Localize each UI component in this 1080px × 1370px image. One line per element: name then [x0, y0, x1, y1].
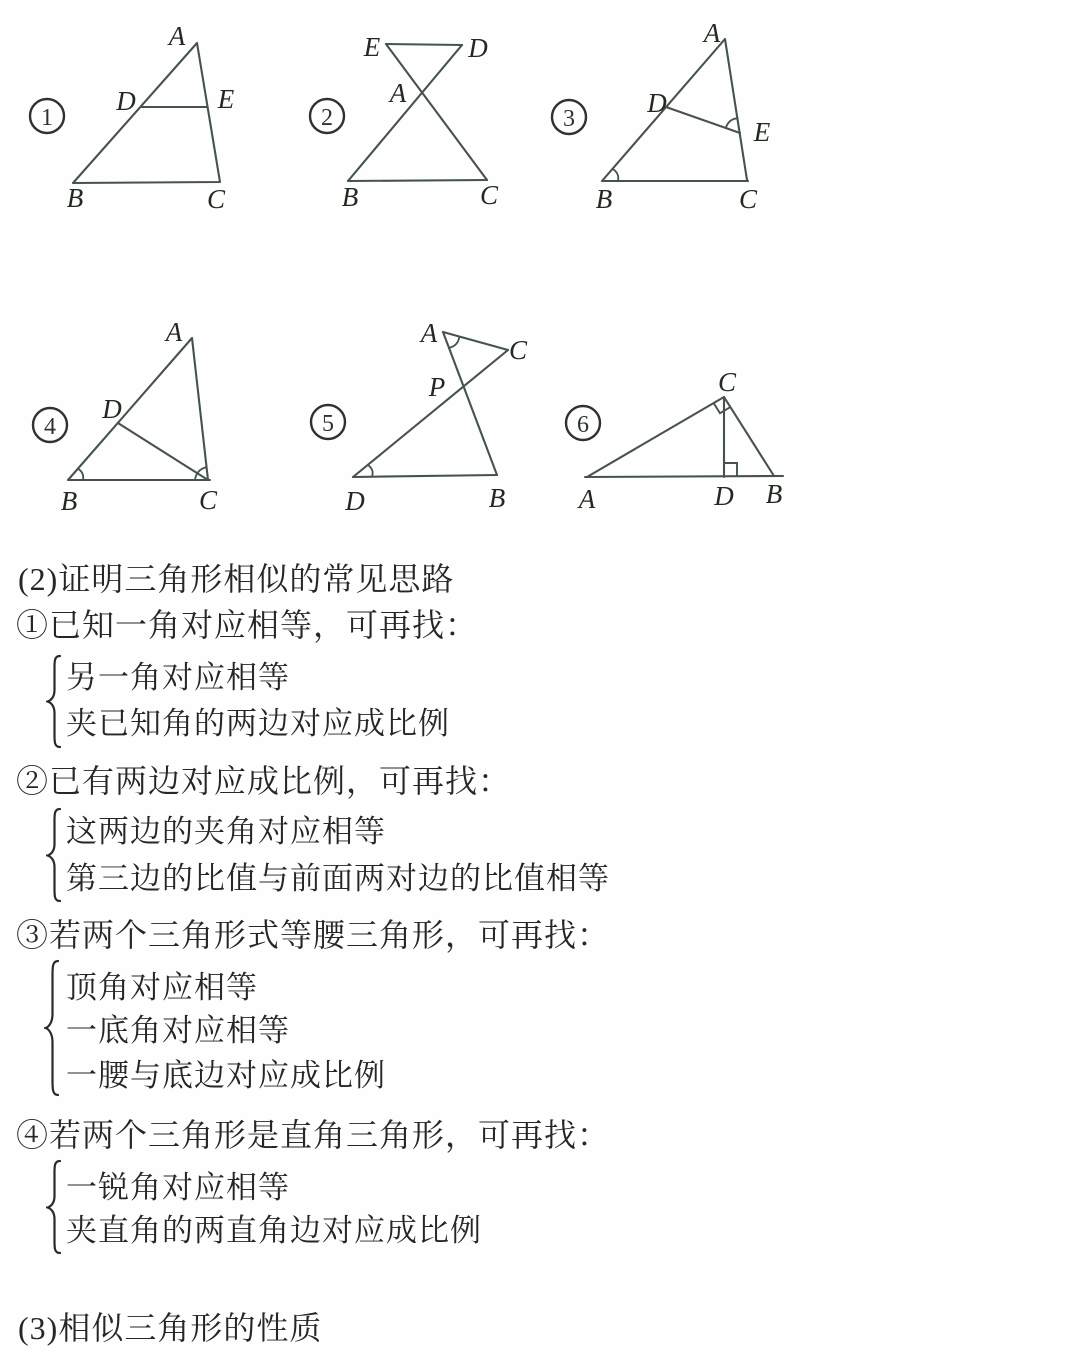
line-a-to-b	[443, 332, 497, 475]
figure-number: 4	[44, 414, 56, 440]
figure-3	[552, 18, 771, 214]
item-1-branch-1: 另一角对应相等	[66, 660, 290, 695]
figure-number: 1	[41, 105, 53, 131]
section-3-heading: (3)相似三角形的性质	[18, 1310, 323, 1346]
line-d-to-b	[348, 45, 462, 181]
item-1-branch-2: 夹已知角的两边对应成比例	[66, 706, 450, 741]
base-ab	[585, 476, 783, 477]
item-2-label: ②已有两边对应成比例，可再找：	[16, 763, 512, 799]
vertex-label-c: C	[198, 485, 218, 515]
figure-6	[566, 367, 783, 514]
edge-cb	[724, 397, 774, 476]
segment-de	[666, 107, 740, 133]
vertex-label-e: E	[753, 117, 771, 147]
vertex-label-b: B	[595, 184, 613, 214]
vertex-label-b: B	[66, 183, 84, 213]
section-2-heading: (2)证明三角形相似的常见思路	[18, 561, 455, 597]
brace-item-2	[46, 806, 64, 906]
vertex-label-a: A	[168, 21, 186, 51]
vertex-label-p: P	[428, 372, 446, 402]
line-d-to-c	[353, 350, 508, 477]
angle-arc-b	[78, 469, 83, 480]
vertex-label-a: A	[165, 317, 183, 347]
figure-number: 6	[577, 412, 589, 438]
vertex-label-c: C	[206, 184, 226, 214]
vertex-label-b: B	[488, 483, 506, 513]
right-angle-mark-d	[724, 463, 737, 477]
figure-5	[311, 318, 528, 516]
angle-arc-e	[726, 118, 738, 128]
angle-arc-d	[368, 465, 373, 477]
figure-1	[30, 21, 235, 214]
vertex-label-e: E	[363, 32, 381, 62]
vertex-label-d: D	[468, 33, 488, 63]
segment-dc	[118, 423, 208, 480]
brace-item-4	[46, 1158, 64, 1258]
vertex-label-a: A	[578, 484, 596, 514]
vertex-label-d: D	[102, 394, 122, 424]
base-bc	[348, 180, 487, 181]
triangle-abc-outline	[73, 43, 220, 183]
angle-arc-a	[449, 337, 459, 348]
vertex-label-c: C	[738, 184, 758, 214]
item-2-branch-2: 第三边的比值与前面两对边的比值相等	[66, 861, 610, 896]
line-e-to-c	[386, 44, 487, 180]
vertex-label-b: B	[341, 182, 359, 212]
top-edge-ed	[386, 44, 462, 45]
item-2-branch-1: 这两边的夹角对应相等	[66, 814, 386, 849]
vertex-label-a: A	[420, 318, 438, 348]
vertex-label-a: A	[703, 18, 721, 48]
figure-number: 2	[321, 105, 333, 131]
vertex-label-c: C	[508, 335, 528, 365]
figure-2	[310, 32, 499, 212]
vertex-label-e: E	[217, 84, 235, 114]
item-1-label: ①已知一角对应相等，可再找：	[16, 607, 479, 643]
vertex-label-d: D	[116, 86, 136, 116]
base-db	[353, 475, 497, 477]
figure-number: 3	[563, 106, 575, 132]
vertex-label-c: C	[717, 367, 737, 397]
item-3-label: ③若两个三角形式等腰三角形，可再找：	[16, 917, 611, 953]
figure-4	[33, 317, 218, 516]
triangle-abc-outline	[68, 338, 210, 480]
item-4-label: ④若两个三角形是直角三角形，可再找：	[16, 1117, 611, 1153]
vertex-label-b: B	[765, 479, 783, 509]
figures-panel	[0, 0, 1080, 520]
vertex-label-c: C	[479, 180, 499, 210]
vertex-label-d: D	[647, 88, 667, 118]
vertex-label-d: D	[714, 481, 734, 511]
figure-number: 5	[322, 411, 334, 437]
vertex-label-d: D	[345, 486, 365, 516]
edge-ac	[587, 397, 724, 477]
item-3-branch-2: 一底角对应相等	[66, 1013, 290, 1048]
angle-arc-b	[613, 169, 619, 181]
brace-item-1	[46, 653, 64, 752]
item-4-branch-2: 夹直角的两直角边对应成比例	[66, 1213, 482, 1248]
vertex-label-a: A	[389, 78, 407, 108]
vertex-label-b: B	[60, 486, 78, 516]
item-4-branch-1: 一锐角对应相等	[66, 1170, 290, 1205]
item-3-branch-3: 一腰与底边对应成比例	[66, 1058, 386, 1093]
brace-item-3	[44, 958, 62, 1100]
item-3-branch-1: 顶角对应相等	[66, 970, 258, 1005]
